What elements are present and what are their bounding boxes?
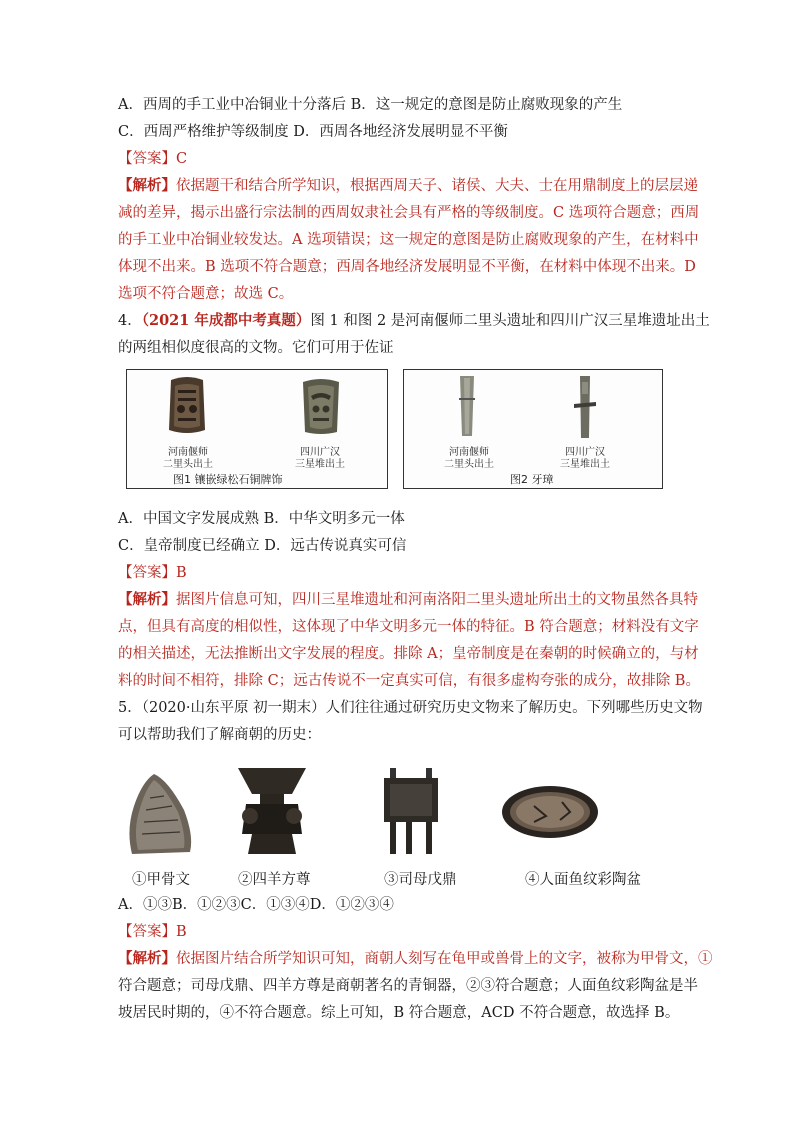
fig1-label-sanxingdui-line-1: 四川广汉 [300, 447, 340, 458]
human-face-fish-pattern-basin-image [500, 782, 600, 842]
q4-number: 4． [118, 313, 142, 329]
relic-caption-face-fish-basin: ④人面鱼纹彩陶盆 [525, 872, 641, 888]
oracle-bone-image [124, 770, 196, 858]
q4-source: （2021 年成都中考真题） [141, 312, 311, 329]
relic-caption-four-ram-fangzun: ②四羊方尊 [238, 872, 311, 888]
q5-stem-line-1 [118, 698, 703, 718]
fig2-label-sanxingdui [544, 447, 626, 471]
q3-answer: 【答案】C [118, 151, 188, 167]
q4-analysis-text: 据图片信息可知，四川三星堆遗址和河南洛阳二里头遗址所出土的文物虽然各具特 [176, 592, 698, 608]
q3-options-ab: A．西周的手工业中冶铜业十分落后 B．这一规定的意图是防止腐败现象的产生 [118, 97, 623, 113]
q5-analysis-line-1 [118, 949, 713, 969]
q5-analysis-tail: ① [698, 951, 713, 967]
figure-1 [126, 369, 388, 489]
simuwu-ding-image [380, 768, 442, 856]
fig2-label-erlitou-line-1: 河南偃师 [449, 447, 489, 458]
q3-options-cd: C．西周严格维护等级制度 D．西周各地经济发展明显不平衡 [118, 124, 508, 140]
q3-analysis-text: 依据题干和结合所学知识，根据西周天子、诸侯、大夫、士在用鼎制度上的层层递 [176, 178, 698, 194]
fig1-label-erlitou-line-1: 河南偃师 [168, 447, 208, 458]
q4-analysis-line-3: 的相关描述，无法推断出文字发展的程度。排除 A；皇帝制度是在秦朝的时候确立的，与材 [118, 646, 699, 662]
fig1-label-sanxingdui [279, 447, 361, 471]
figure-1-caption: 图1 镶嵌绿松石铜牌饰 [173, 473, 283, 486]
q5-source: （2020·山东平原 初一期末） [141, 700, 326, 716]
fig2-label-erlitou-line-2: 二里头出土 [444, 459, 494, 470]
figure-2 [403, 369, 663, 489]
relic-caption-oracle-bone: ①甲骨文 [132, 872, 190, 888]
q3-analysis-line-4: 体现不出来。B 选项不符合题意；西周各地经济发展明显不平衡，在材料中体现不出来。D [118, 259, 696, 275]
fig2-label-sanxingdui-line-2: 三星堆出土 [560, 459, 610, 470]
q5-analysis-line-3: 坡居民时期的，④不符合题意。综上可知，B 符合题意，ACD 不符合题意，故选择 B。 [118, 1005, 680, 1021]
q5-analysis-text: 依据图片结合所学知识可知，商朝人刻写在龟甲或兽骨上的文字，被称为甲骨文， [176, 951, 698, 967]
q4-answer: 【答案】B [118, 565, 187, 581]
turquoise-plaque-sanxingdui-image [299, 376, 343, 436]
q5-stem-text: 人们往往通过研究历史文物来了解历史。下列哪些历史文物 [325, 700, 703, 716]
q3-analysis-line-1 [118, 176, 698, 196]
four-ram-fangzun-image [232, 764, 312, 858]
q3-analysis-line-5: 选项不符合题意；故选 C。 [118, 286, 294, 302]
q4-analysis-line-2: 点，但具有高度的相似性，这体现了中华文明多元一体的特征。B 符合题意；材料没有文字 [118, 619, 699, 635]
fig1-label-erlitou-line-2: 二里头出土 [163, 459, 213, 470]
q5-number: 5． [118, 700, 142, 716]
q4-stem-line-1 [118, 311, 710, 331]
fig1-label-erlitou [147, 447, 229, 471]
yazhang-erlitou-image [452, 374, 482, 444]
q5-stem-line-2: 可以帮助我们了解商朝的历史： [118, 727, 321, 743]
q4-analysis-label: 【解析】 [118, 591, 176, 608]
yazhang-sanxingdui-image [570, 374, 600, 444]
fig2-label-erlitou [428, 447, 510, 471]
figure-2-caption: 图2 牙璋 [510, 473, 554, 486]
fig1-label-sanxingdui-line-2: 三星堆出土 [295, 459, 345, 470]
q4-options-ab: A．中国文字发展成熟 B．中华文明多元一体 [118, 511, 405, 527]
q3-analysis-label: 【解析】 [118, 177, 176, 194]
fig2-label-sanxingdui-line-1: 四川广汉 [565, 447, 605, 458]
q4-stem-text: 图 1 和图 2 是河南偃师二里头遗址和四川广汉三星堆遗址出土 [310, 313, 710, 329]
turquoise-plaque-erlitou-image [165, 376, 209, 436]
q4-options-cd: C．皇帝制度已经确立 D．远古传说真实可信 [118, 538, 407, 554]
q4-stem-line-2: 的两组相似度很高的文物。它们可用于佐证 [118, 340, 394, 356]
q4-analysis-line-4: 料的时间不相符，排除 C；远古传说不一定真实可信，有很多虚构夸张的成分，故排除 B。 [118, 673, 700, 689]
q4-analysis-line-1 [118, 590, 698, 610]
q5-analysis-label: 【解析】 [118, 950, 176, 967]
q5-analysis-line-2: 符合题意；司母戊鼎、四羊方尊是商朝著名的青铜器，②③符合题意；人面鱼纹彩陶盆是半 [118, 978, 698, 994]
q3-analysis-line-2: 减的差异，揭示出盛行宗法制的西周奴隶社会具有严格的等级制度。C 选项符合题意；西周 [118, 205, 700, 221]
q3-analysis-line-3: 的手工业中冶铜业较发达。A 选项错误；这一规定的意图是防止腐败现象的产生，在材料中 [118, 232, 699, 248]
q5-answer: 【答案】B [118, 924, 187, 940]
relic-caption-simuwu-ding: ③司母戊鼎 [384, 872, 457, 888]
q5-options: A．①③B．①②③C．①③④D．①②③④ [118, 897, 394, 913]
